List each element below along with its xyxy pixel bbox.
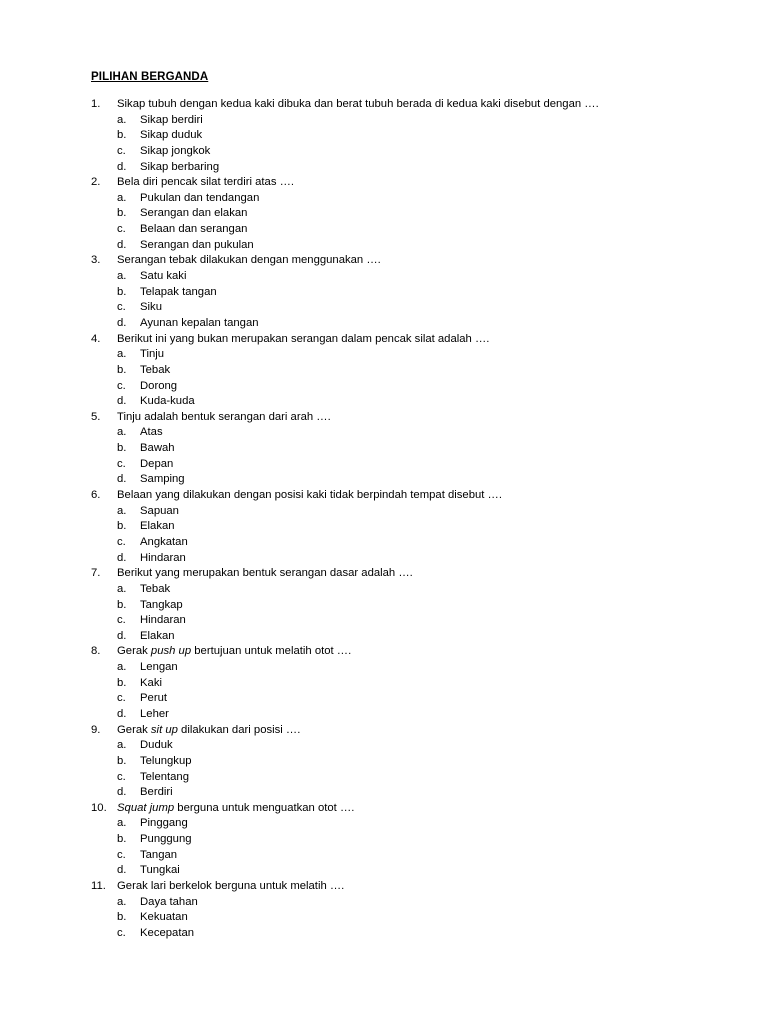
- option-text: Telungkup: [140, 754, 192, 767]
- option-text: Kekuatan: [140, 911, 188, 924]
- answer-option: [0, 379, 768, 395]
- answer-option: [0, 300, 768, 316]
- question-item: [0, 644, 768, 722]
- option-text: Telentang: [140, 770, 189, 783]
- answer-option: [0, 660, 768, 676]
- answer-option: [0, 691, 768, 707]
- option-letter: b.: [117, 754, 127, 767]
- answer-option: [0, 816, 768, 832]
- answer-option: [0, 113, 768, 129]
- question-number: 6.: [91, 489, 101, 502]
- answer-option: [0, 770, 768, 786]
- answer-option: [0, 472, 768, 488]
- option-text: Sikap duduk: [140, 129, 203, 142]
- question-item: [0, 410, 768, 488]
- option-letter: a.: [117, 739, 127, 752]
- option-text: Pukulan dan tendangan: [140, 191, 260, 204]
- question-item: [0, 253, 768, 331]
- question-line: [0, 97, 768, 113]
- question-line: [0, 644, 768, 660]
- option-text: Daya tahan: [140, 895, 198, 908]
- question-text-segment: dilakukan dari posisi ….: [177, 723, 301, 736]
- option-text: Berdiri: [140, 786, 173, 799]
- question-text-segment: Berikut ini yang bukan merupakan serangan dalam pencak silat adalah ….: [117, 332, 490, 345]
- question-number: 2.: [91, 176, 101, 189]
- option-text: Kaki: [140, 676, 162, 689]
- answer-option: [0, 285, 768, 301]
- question-line: [0, 723, 768, 739]
- option-text: Hindaran: [140, 551, 186, 564]
- option-text: Kecepatan: [140, 926, 195, 939]
- option-text: Hindaran: [140, 614, 186, 627]
- question-text-segment: Squat jump: [117, 801, 175, 814]
- option-letter: a.: [117, 426, 127, 439]
- option-letter: d.: [117, 786, 127, 799]
- option-letter: b.: [117, 676, 127, 689]
- option-letter: a.: [117, 348, 127, 361]
- answer-option: [0, 707, 768, 723]
- answer-option: [0, 144, 768, 160]
- question-text: [117, 410, 331, 426]
- question-number: 3.: [91, 254, 101, 267]
- answer-option: [0, 457, 768, 473]
- option-letter: a.: [117, 661, 127, 674]
- question-item: [0, 488, 768, 566]
- question-text-segment: berguna untuk menguatkan otot ….: [174, 801, 355, 814]
- option-text: Tebak: [140, 582, 171, 595]
- option-text: Sikap berdiri: [140, 113, 203, 126]
- question-text-segment: Gerak: [117, 645, 151, 658]
- question-number: 7.: [91, 567, 101, 580]
- question-item: [0, 801, 768, 879]
- answer-option: [0, 848, 768, 864]
- option-text: Tinju: [140, 348, 165, 361]
- answer-option: [0, 347, 768, 363]
- answer-option: [0, 785, 768, 801]
- option-text: Tebak: [140, 363, 171, 376]
- question-number: 1.: [91, 98, 101, 110]
- answer-option: [0, 738, 768, 754]
- answer-option: [0, 535, 768, 551]
- question-line: [0, 253, 768, 269]
- option-text: Dorong: [140, 379, 178, 392]
- option-letter: a.: [117, 270, 127, 283]
- question-text-segment: sit up: [150, 723, 178, 736]
- question-text-segment: Gerak: [117, 723, 151, 736]
- question-text-segment: Belaan yang dilakukan dengan posisi kaki tidak berpindah tempat disebut ….: [117, 489, 502, 502]
- answer-option: [0, 269, 768, 285]
- option-letter: b.: [117, 833, 127, 846]
- option-text: Satu kaki: [140, 270, 187, 283]
- option-letter: c.: [117, 614, 126, 627]
- section-title: PILIHAN BERGANDA: [91, 71, 209, 83]
- option-letter: d.: [117, 707, 127, 720]
- option-letter: c.: [117, 379, 126, 392]
- question-text: [117, 801, 354, 817]
- question-item: [0, 332, 768, 410]
- option-letter: b.: [117, 285, 127, 298]
- answer-option: [0, 754, 768, 770]
- option-letter: a.: [117, 113, 127, 126]
- question-text-segment: bertujuan untuk melatih otot ….: [191, 645, 352, 658]
- option-letter: a.: [117, 504, 127, 517]
- question-item: [0, 879, 768, 942]
- answer-option: [0, 191, 768, 207]
- option-text: Tangan: [140, 848, 178, 861]
- question-text: [117, 332, 489, 348]
- option-text: Sikap berbaring: [140, 160, 220, 173]
- question-line: [0, 566, 768, 582]
- option-letter: d.: [117, 473, 127, 486]
- question-text-segment: Bela diri pencak silat terdiri atas ….: [117, 176, 295, 189]
- question-list: [0, 97, 768, 942]
- option-text: Belaan dan serangan: [140, 223, 248, 236]
- question-item: [0, 723, 768, 801]
- answer-option: [0, 363, 768, 379]
- answer-option: [0, 160, 768, 176]
- answer-option: [0, 598, 768, 614]
- option-letter: c.: [117, 144, 126, 157]
- question-text-segment: Sikap tubuh dengan kedua kaki dibuka dan berat tubuh berada di kedua kaki disebut dengan ….: [117, 98, 599, 110]
- question-line: [0, 801, 768, 817]
- question-text: [117, 644, 351, 660]
- answer-option: [0, 425, 768, 441]
- option-text: Depan: [140, 457, 174, 470]
- option-letter: c.: [117, 223, 126, 236]
- answer-option: [0, 128, 768, 144]
- option-text: Kuda-kuda: [140, 395, 195, 408]
- option-letter: a.: [117, 895, 127, 908]
- question-text: [117, 566, 413, 582]
- question-line: [0, 488, 768, 504]
- question-number: 8.: [91, 645, 101, 658]
- option-letter: c.: [117, 457, 126, 470]
- option-letter: b.: [117, 520, 127, 533]
- option-text: Sapuan: [140, 504, 179, 517]
- option-letter: b.: [117, 129, 127, 142]
- question-line: [0, 332, 768, 348]
- question-number: 10.: [91, 801, 107, 814]
- option-letter: b.: [117, 207, 127, 220]
- question-text: [117, 97, 599, 113]
- option-text: Elakan: [140, 520, 175, 533]
- question-number: 9.: [91, 723, 101, 736]
- question-item: [0, 175, 768, 253]
- answer-option: [0, 316, 768, 332]
- option-text: Sikap jongkok: [140, 144, 211, 157]
- option-text: Tungkai: [140, 864, 180, 877]
- answer-option: [0, 832, 768, 848]
- option-letter: c.: [117, 692, 126, 705]
- answer-option: [0, 910, 768, 926]
- option-letter: d.: [117, 629, 127, 642]
- option-text: Pinggang: [140, 817, 188, 830]
- option-text: Punggung: [140, 833, 192, 846]
- option-letter: b.: [117, 363, 127, 376]
- answer-option: [0, 519, 768, 535]
- answer-option: [0, 551, 768, 567]
- option-text: Lengan: [140, 661, 178, 674]
- option-text: Bawah: [140, 442, 175, 455]
- question-text: [117, 175, 294, 191]
- option-text: Perut: [140, 692, 168, 705]
- option-letter: d.: [117, 864, 127, 877]
- question-text: [117, 723, 300, 739]
- question-line: [0, 175, 768, 191]
- question-number: 4.: [91, 332, 101, 345]
- option-text: Duduk: [140, 739, 173, 752]
- option-text: Tangkap: [140, 598, 183, 611]
- answer-option: [0, 863, 768, 879]
- answer-option: [0, 222, 768, 238]
- option-letter: b.: [117, 598, 127, 611]
- question-item: [0, 566, 768, 644]
- option-letter: a.: [117, 582, 127, 595]
- option-letter: b.: [117, 911, 127, 924]
- question-text: [117, 488, 502, 504]
- question-text-segment: Serangan tebak dilakukan dengan menggunakan ….: [117, 254, 381, 267]
- option-text: Angkatan: [140, 535, 188, 548]
- answer-option: [0, 926, 768, 942]
- option-letter: c.: [117, 848, 126, 861]
- option-letter: a.: [117, 817, 127, 830]
- option-text: Serangan dan elakan: [140, 207, 248, 220]
- option-letter: c.: [117, 301, 126, 314]
- answer-option: [0, 206, 768, 222]
- option-letter: c.: [117, 770, 126, 783]
- option-text: Telapak tangan: [140, 285, 217, 298]
- answer-option: [0, 238, 768, 254]
- option-text: Serangan dan pukulan: [140, 238, 254, 251]
- answer-option: [0, 613, 768, 629]
- answer-option: [0, 441, 768, 457]
- option-letter: c.: [117, 535, 126, 548]
- answer-option: [0, 582, 768, 598]
- option-text: Atas: [140, 426, 163, 439]
- option-letter: d.: [117, 316, 127, 329]
- question-number: 5.: [91, 410, 101, 423]
- question-text: [117, 253, 381, 269]
- question-number: 11.: [91, 880, 106, 893]
- answer-option: [0, 394, 768, 410]
- option-text: Ayunan kepalan tangan: [140, 316, 259, 329]
- answer-option: [0, 676, 768, 692]
- question-line: [0, 879, 768, 895]
- option-text: Siku: [140, 301, 162, 314]
- question-text-segment: Berikut yang merupakan bentuk serangan dasar adalah ….: [117, 567, 413, 580]
- option-letter: d.: [117, 395, 127, 408]
- option-text: Leher: [140, 707, 169, 720]
- answer-option: [0, 504, 768, 520]
- answer-option: [0, 629, 768, 645]
- option-letter: d.: [117, 238, 127, 251]
- option-text: Samping: [140, 473, 185, 486]
- option-letter: b.: [117, 442, 127, 455]
- question-text: [117, 879, 344, 895]
- question-line: [0, 410, 768, 426]
- option-text: Elakan: [140, 629, 175, 642]
- answer-option: [0, 895, 768, 911]
- question-text-segment: Tinju adalah bentuk serangan dari arah ….: [117, 410, 331, 423]
- option-letter: a.: [117, 191, 127, 204]
- option-letter: c.: [117, 926, 126, 939]
- question-text-segment: Gerak lari berkelok berguna untuk melatih ….: [117, 880, 345, 893]
- question-text-segment: push up: [150, 645, 192, 658]
- question-item: [0, 97, 768, 175]
- option-letter: d.: [117, 160, 127, 173]
- option-letter: d.: [117, 551, 127, 564]
